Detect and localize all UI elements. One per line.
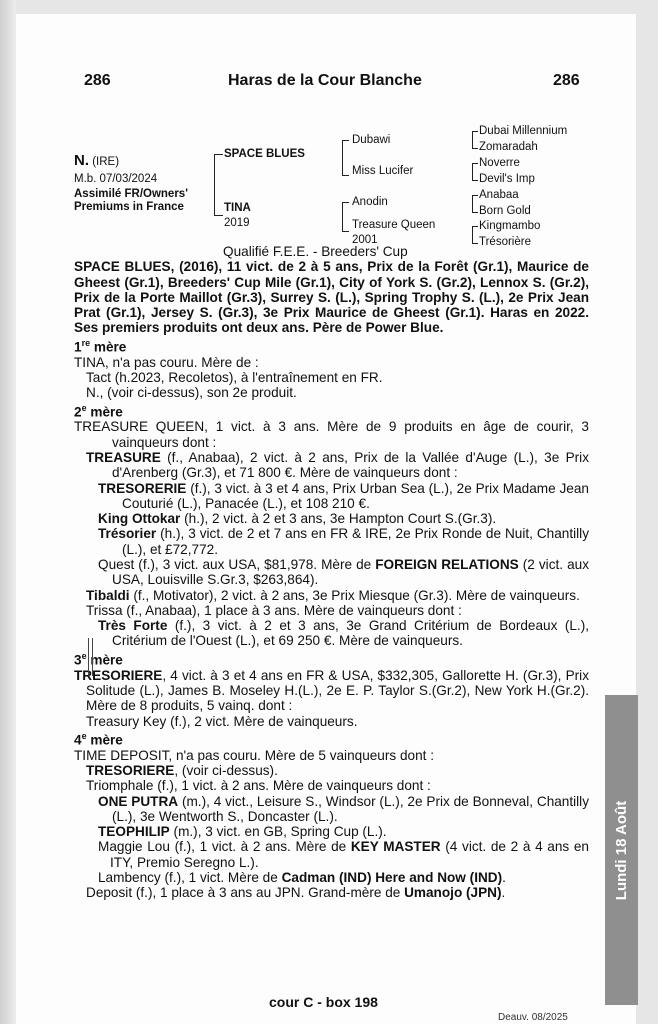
pedigree-dam-dam: Treasure Queen xyxy=(352,219,436,231)
pedigree-g7: Kingmambo xyxy=(479,220,541,232)
page-edge xyxy=(0,0,16,1024)
horse-name: N. xyxy=(74,152,89,169)
pedigree-g6: Born Gold xyxy=(479,205,531,217)
produce-deposit: Deposit (f.), 1 place à 3 ans au JPN. Grand-mère de Umanojo (JPN). xyxy=(86,885,506,901)
third-dam-heading: 3e mère xyxy=(74,650,123,668)
horse-origin: (IRE) xyxy=(92,156,120,168)
produce-king-ottokar: King Ottokar (h.), 2 vict. à 2 et 3 ans, 3e Hampton Court S.(Gr.3). xyxy=(98,511,497,527)
produce-tresorerie: TRESORERIE (f.), 3 vict. à 3 et 4 ans, Prix Urban Sea (L.), 2e Prix Madame Jean Couturié (L.), Panacée (L.), et 108 210 €. xyxy=(98,480,589,511)
footer-box: cour C - box 198 xyxy=(269,994,378,1010)
horse-description: M.b. 07/03/2024 xyxy=(74,173,158,185)
page-number-right: 286 xyxy=(553,72,580,89)
pedigree-bracket-parents xyxy=(214,154,223,216)
pedigree-sire-sire: Dubawi xyxy=(352,134,391,146)
produce-lambency: Lambency (f.), 1 vict. Mère de Cadman (IND) Here and Now (IND). xyxy=(98,870,506,885)
pedigree-bracket-sire xyxy=(342,140,349,176)
pedigree-g4: Devil's Imp xyxy=(479,173,535,185)
pedigree-line-2 xyxy=(92,638,93,676)
produce-tres-forte: Très Forte (f.), 3 vict. à 2 et 3 ans, 3e Grand Critérium de Bordeaux (L.), Critérium de l'Ouest (L.), et 69 250 €. Mère de vainqueurs. xyxy=(98,618,589,649)
pedigree-bracket-g2 xyxy=(472,163,478,181)
pedigree-bracket-g1 xyxy=(472,131,478,149)
produce-treasury-key: Treasury Key (f.), 2 vict. Mère de vainqueurs. xyxy=(86,713,358,729)
pedigree-dam-sire: Anodin xyxy=(352,196,388,208)
pedigree-dam-dam-year: 2001 xyxy=(352,234,378,246)
pedigree-g1: Dubai Millennium xyxy=(479,125,568,137)
pedigree-line-1 xyxy=(88,638,89,676)
page-number-left: 286 xyxy=(84,72,111,89)
pedigree-g3: Noverre xyxy=(479,157,520,169)
produce-tibaldi: Tibaldi (f., Motivator), 2 vict. à 2 ans, 3e Prix Miesque (Gr.3). Mère de vainqueurs. xyxy=(86,587,580,603)
horse-note-2: Premiums in France xyxy=(74,201,184,213)
catalogue-body xyxy=(74,244,589,901)
first-dam-heading: 1re mère xyxy=(74,337,127,355)
fourth-dam-intro: TIME DEPOSIT, n'a pas couru. Mère de 5 vainqueurs dont : xyxy=(74,747,434,763)
pedigree-g8: Trésorière xyxy=(479,236,531,248)
page-title: Haras de la Cour Blanche xyxy=(228,72,422,89)
horse-identity xyxy=(74,154,188,214)
produce-trissa: Trissa (f., Anabaa), 1 place à 3 ans. Mère de vainqueurs dont : xyxy=(86,602,462,618)
produce-teophilip: TEOPHILIP (m.), 3 vict. en GB, Spring Cup (L.). xyxy=(98,824,387,840)
second-dam-intro: TREASURE QUEEN, 1 vict. à 3 ans. Mère de 9 produits en âge de courir, 3 vainqueurs dont : xyxy=(74,419,589,450)
footer-date: Deauv. 08/2025 xyxy=(498,1012,568,1023)
date-tab xyxy=(605,695,638,1005)
fourth-dam-heading: 4e mère xyxy=(74,730,123,748)
pedigree-dam-year: 2019 xyxy=(224,217,250,229)
produce-maggie-lou: Maggie Lou (f.), 1 vict. à 2 ans. Mère de KEY MASTER (4 vict. de 2 à 4 ans en ITY, Premio Seregno L.). xyxy=(98,839,589,870)
pedigree-g2: Zomaradah xyxy=(479,141,538,153)
second-dam-heading: 2e mère xyxy=(74,402,123,420)
produce-n: N., (voir ci-dessus), son 2e produit. xyxy=(86,385,297,401)
produce-one-putra: ONE PUTRA (m.), 4 vict., Leisure S., Windsor (L.), 2e Prix de Bonneval, Chantilly (L.), 3e Wentworth S., Doncaster (L.). xyxy=(98,793,590,824)
qualification: Qualifié F.E.E. - Breeders' Cup xyxy=(223,244,408,259)
produce-tact: Tact (h.2023, Recoletos), à l'entraînement en FR. xyxy=(86,369,383,385)
pedigree-g5: Anabaa xyxy=(479,189,519,201)
date-tab-label: Lundi 18 Août xyxy=(613,800,630,900)
pedigree-bracket-g3 xyxy=(472,195,478,213)
sire-summary: SPACE BLUES, (2016), 11 vict. de 2 à 5 ans, Prix de la Forêt (Gr.1), Maurice de Gheest (Gr.1), Breeders' Cup Mile (Gr.1), City of York S. (Gr.2), Lennox S. (Gr.2), Prix de la Porte Maillot (Gr.3), Surrey S. (L.), Spring Trophy S. (L.), 2e Prix Jean Prat (Gr.1), Jersey S. (Gr.3), 3e Prix Maurice de Gheest (Gr.1). Haras en 2022. Ses premiers produits ont deux ans. Père de Power Blue. xyxy=(74,259,589,336)
produce-tresorier: Trésorier (h.), 3 vict. de 2 et 7 ans en FR & IRE, 2e Prix Ronde de Nuit, Chantilly (L.), et £72,772. xyxy=(98,526,589,557)
produce-quest: Quest (f.), 3 vict. aux USA, $81,978. Mère de FOREIGN RELATIONS (2 vict. aux USA, Louisville S.Gr.3, $263,864). xyxy=(98,557,589,588)
horse-note-1: Assimilé FR/Owners' xyxy=(74,188,188,200)
pedigree-bracket-g4 xyxy=(472,226,478,244)
pedigree-sire-dam: Miss Lucifer xyxy=(352,165,414,177)
produce-triomphale: Triomphale (f.), 1 vict. à 2 ans. Mère de vainqueurs dont : xyxy=(86,778,431,794)
pedigree-sire: SPACE BLUES xyxy=(224,148,305,160)
third-dam-text: TRESORIERE, 4 vict. à 3 et 4 ans en FR & USA, $332,305, Gallorette H. (Gr.3), Prix Solitude (L.), James B. Moseley H.(L.), 2e E. P. Taylor S.(Gr.2), New York H.(Gr.2). Mère de 8 produits, 5 vainq. dont : xyxy=(74,667,589,714)
produce-treasure: TREASURE (f., Anabaa), 2 vict. à 2 ans, Prix de la Vallée d'Auge (L.), 3e Prix d'Arenberg (Gr.3), et 71 800 €. Mère de vainqueurs dont : xyxy=(86,449,589,481)
produce-tresoriere: TRESORIERE, (voir ci-dessus). xyxy=(86,762,278,778)
pedigree-bracket-dam xyxy=(342,202,349,232)
pedigree-dam: TINA xyxy=(224,202,251,214)
first-dam-line: TINA, n'a pas couru. Mère de : xyxy=(74,354,259,370)
